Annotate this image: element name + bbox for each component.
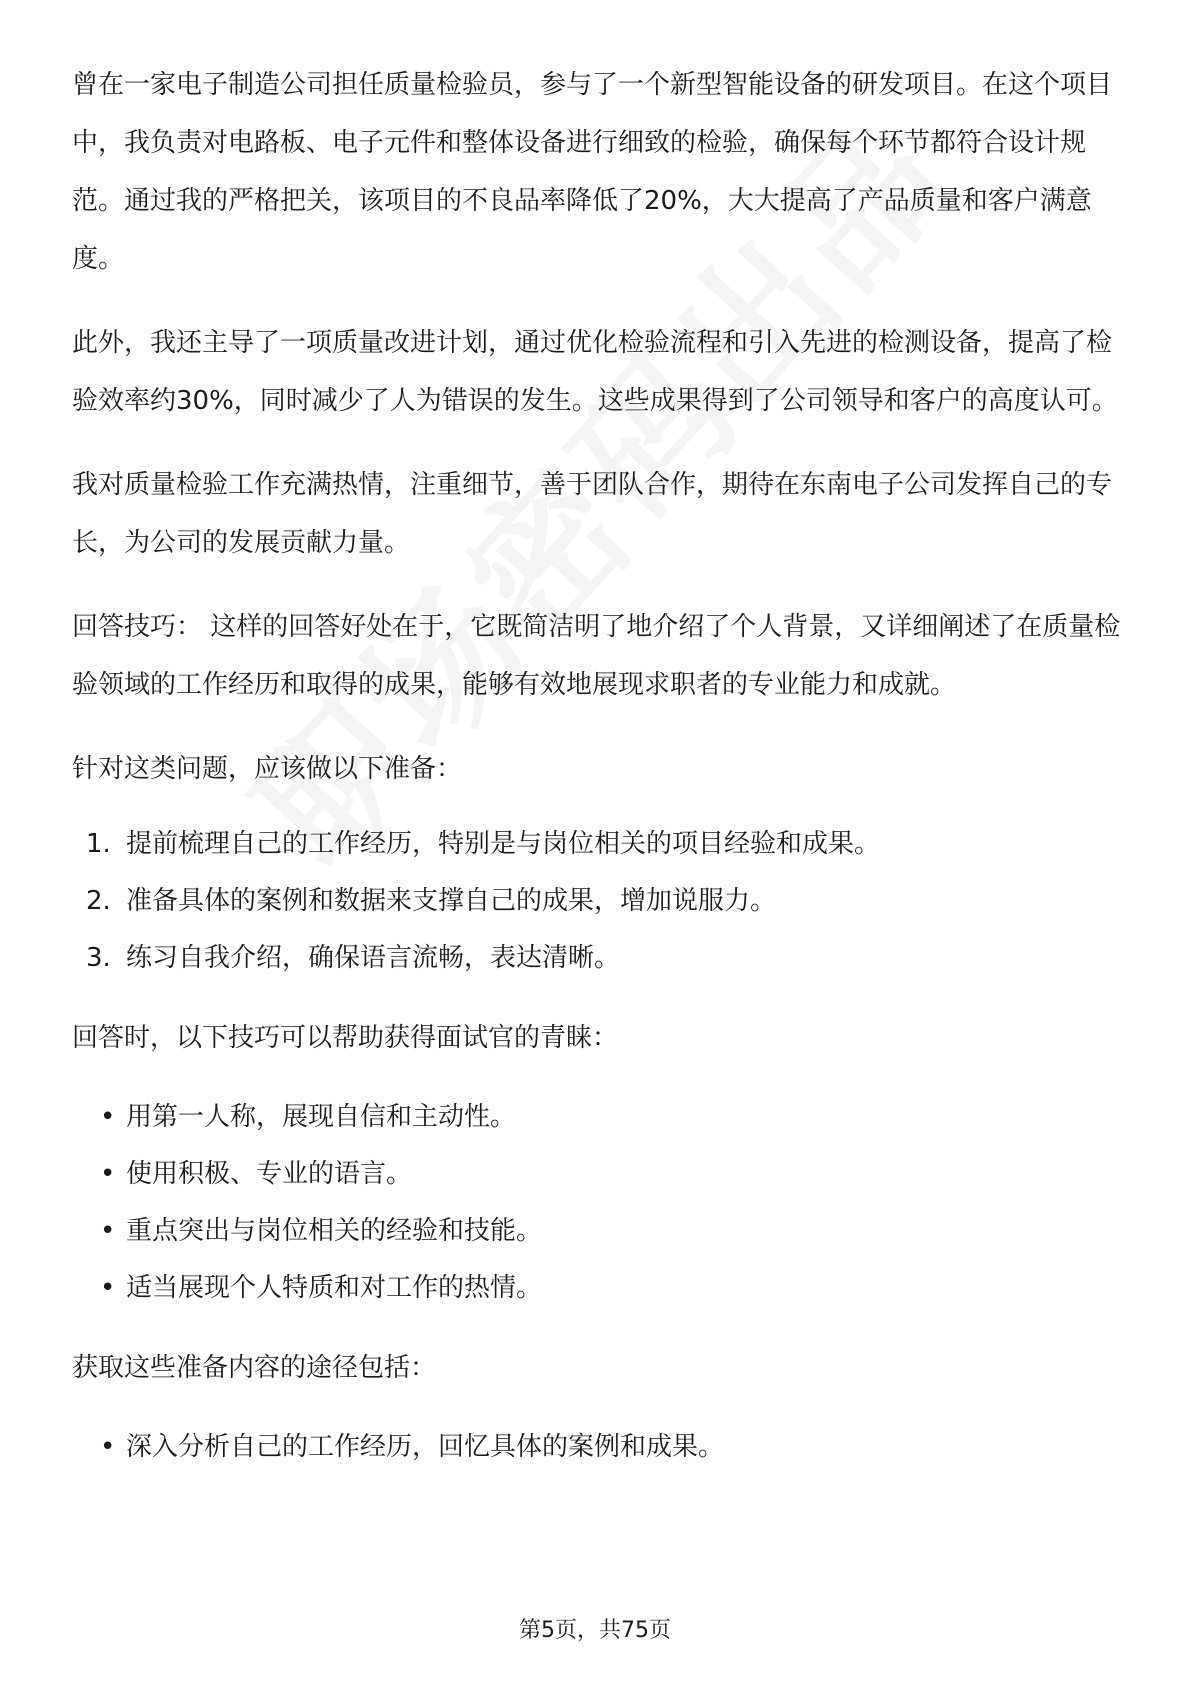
bullet-icon: • — [100, 1216, 116, 1246]
paragraph-improvement: 此外，我还主导了一项质量改进计划，通过优化检验流程和引入先进的检测设备，提高了检验效率约30%，同时减少了人为错误的发生。这些成果得到了公司领导和客户的高度认可。 — [72, 328, 1118, 416]
list-item — [72, 873, 1122, 930]
list-item — [72, 1146, 1122, 1203]
list-item — [72, 1260, 1122, 1317]
bullet-icon: • — [100, 1432, 116, 1462]
paragraph-experience: 曾在一家电子制造公司担任质量检验员，参与了一个新型智能设备的研发项目。在这个项目中，我负责对电路板、电子元件和整体设备进行细致的检验，确保每个环节都符合设计规范。通过我的严格把关，该项目的不良品率降低了20%，大大提高了产品质量和客户满意度。 — [72, 70, 1113, 274]
list-item — [72, 930, 1122, 987]
list-item — [72, 816, 1122, 873]
paragraph-answer-tips: 回答技巧： 这样的回答好处在于，它既简洁明了地介绍了个人背景，又详细阐述了在质量检验领域的工作经历和取得的成果，能够有效地展现求职者的专业能力和成就。 — [72, 612, 1121, 700]
list-item-text: 准备具体的案例和数据来支撑自己的成果，增加说服力。 — [126, 886, 777, 916]
list-item — [72, 1089, 1122, 1146]
list-item-text: 提前梳理自己的工作经历，特别是与岗位相关的项目经验和成果。 — [126, 829, 881, 859]
paragraph-tips-intro: 回答时，以下技巧可以帮助获得面试官的青睐： — [72, 1023, 619, 1053]
bullet-icon: • — [100, 1273, 116, 1303]
list-item-text: 使用积极、专业的语言。 — [126, 1159, 413, 1189]
list-item — [72, 1419, 1122, 1476]
bullet-icon: • — [100, 1102, 116, 1132]
page-content — [72, 56, 1122, 1502]
list-item-text: 用第一人称，展现自信和主动性。 — [126, 1102, 517, 1132]
list-item-text: 适当展现个人特质和对工作的热情。 — [126, 1273, 543, 1303]
list-number: 1. — [86, 829, 111, 859]
page-footer: 第5页，共75页 — [519, 1618, 671, 1643]
tips-list — [72, 1089, 1122, 1317]
list-number: 3. — [86, 943, 111, 973]
list-item-text: 重点突出与岗位相关的经验和技能。 — [126, 1216, 543, 1246]
preparation-list — [72, 816, 1122, 987]
list-item-text: 深入分析自己的工作经历，回忆具体的案例和成果。 — [126, 1432, 725, 1462]
bullet-icon: • — [100, 1159, 116, 1189]
list-item — [72, 1203, 1122, 1260]
paragraph-sources-intro: 获取这些准备内容的途径包括： — [72, 1353, 437, 1383]
list-item-text: 练习自我介绍，确保语言流畅，表达清晰。 — [126, 943, 621, 973]
list-number: 2. — [86, 886, 111, 916]
paragraph-preparation-intro: 针对这类问题，应该做以下准备： — [72, 754, 463, 784]
sources-list — [72, 1419, 1122, 1476]
paragraph-passion: 我对质量检验工作充满热情，注重细节，善于团队合作，期待在东南电子公司发挥自己的专长，为公司的发展贡献力量。 — [72, 470, 1113, 558]
